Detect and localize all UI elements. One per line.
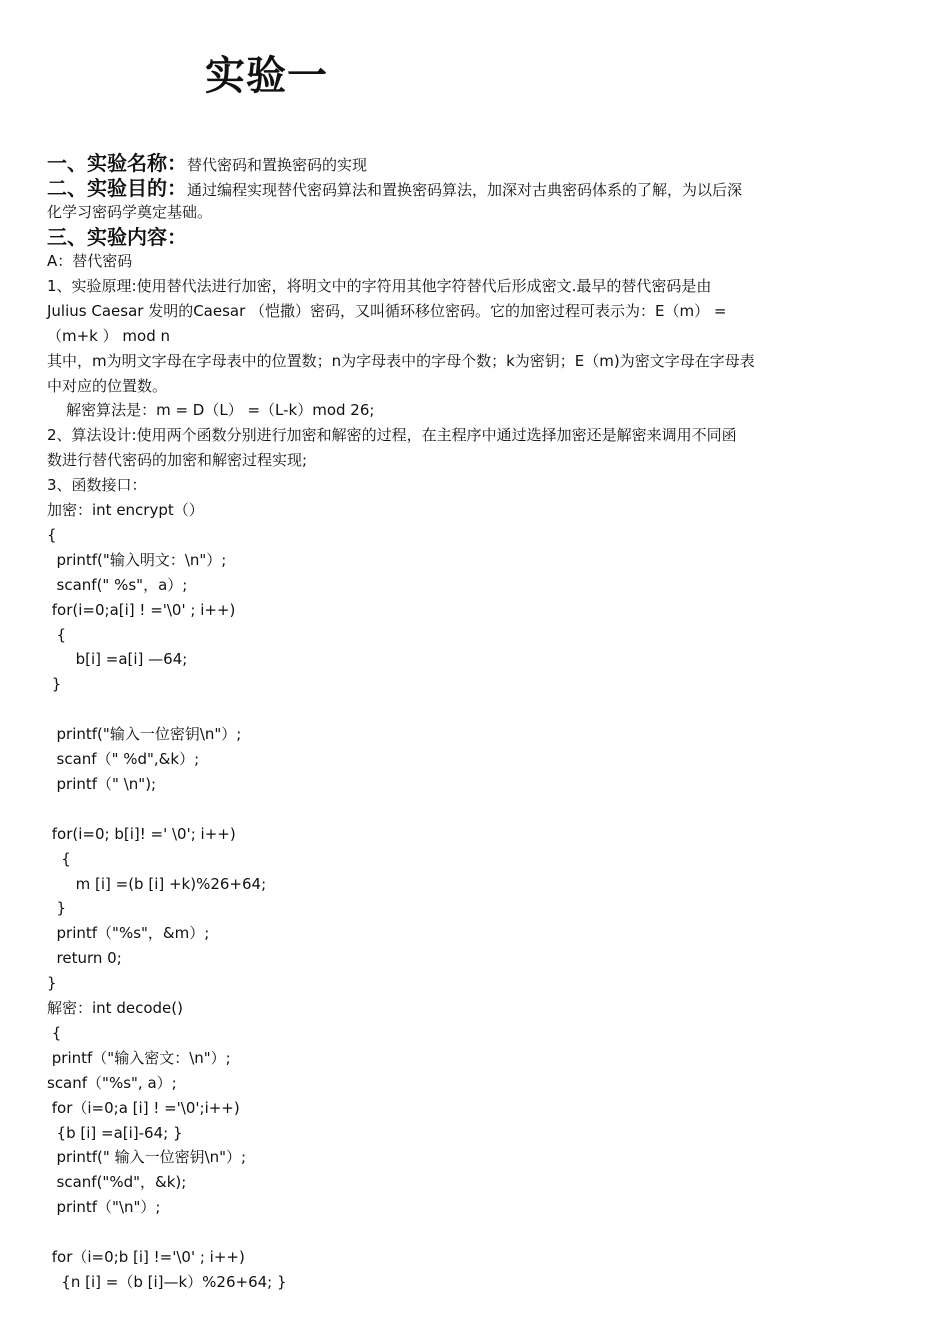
body-line: printf("输入一位密钥\n"）; <box>47 725 242 744</box>
body-line: Julius Caesar 发明的Caesar （恺撒）密码，又叫循环移位密码。它的加密过程可表示为：E（m） = <box>47 301 727 320</box>
body-line: for(i=0;a[i] ! ='\0' ; i++) <box>47 600 236 619</box>
body-line: scanf（" %d",&k）; <box>47 750 200 768</box>
body-line: 3、函数接口： <box>47 476 147 495</box>
body-line: printf（"\n"）; <box>47 1198 161 1217</box>
body-line: { <box>47 849 71 868</box>
body-line: A：替代密码 <box>47 252 133 270</box>
body-line: for(i=0; b[i]! =' \0'; i++) <box>47 824 236 843</box>
body-line: 其中，m为明文字母在字母表中的位置数；n为字母表中的字母个数；k为密钥；E（m)为密文字母在字母表 <box>47 351 755 370</box>
section-value: 通过编程实现替代密码算法和置换密码算法，加深对古典密码体系的了解，为以后深 <box>187 181 743 199</box>
body-line: scanf("%d"，&k); <box>47 1173 187 1192</box>
body-line: scanf(" %s"，a）; <box>47 575 188 594</box>
body-line: { <box>47 625 67 644</box>
body-line: m [i] =(b [i] +k)%26+64; <box>47 874 267 893</box>
section-heading-name <box>47 150 367 178</box>
body-line: 解密算法是：m = D（L） =（L-k）mod 26; <box>47 401 375 420</box>
section-heading-content <box>47 224 187 252</box>
section-heading-purpose <box>47 175 742 203</box>
body-line: scanf（"%s", a）; <box>47 1073 177 1092</box>
body-line: for（i=0;a [i] ! ='\0';i++) <box>47 1098 240 1117</box>
body-line: printf(" 输入一位密钥\n"）; <box>47 1148 247 1167</box>
section-value: 替代密码和置换密码的实现 <box>187 156 368 174</box>
body-line: 解密：int decode() <box>47 999 183 1017</box>
body-line: return 0; <box>47 949 122 968</box>
body-line: （m+k ） mod n <box>47 326 170 345</box>
body-line: printf（" \n"); <box>47 774 157 793</box>
body-line: } <box>47 899 67 918</box>
body-line: } <box>47 974 57 993</box>
body-line: {b [i] =a[i]-64; } <box>47 1123 183 1142</box>
body-line: printf（"输入密文：\n"）; <box>47 1048 231 1067</box>
body-line: for（i=0;b [i] !='\0' ; i++) <box>47 1248 245 1266</box>
section-label: 一、实验名称： <box>47 151 187 175</box>
body-line: printf（"%s"，&m）; <box>47 924 210 943</box>
body-line: {n [i] =（b [i]—k）%26+64; } <box>47 1272 287 1291</box>
doc-title: 实验一 <box>205 53 328 99</box>
body-line: 2、算法设计:使用两个函数分别进行加密和解密的过程，在主程序中通过选择加密还是解密来调用不同函 <box>47 426 737 445</box>
body-line: { <box>47 525 57 544</box>
section-label: 三、实验内容： <box>47 225 187 249</box>
section-label: 二、实验目的： <box>47 176 187 200</box>
body-line: 1、实验原理:使用替代法进行加密，将明文中的字符用其他字符替代后形成密文.最早的替代密码是由 <box>47 276 712 295</box>
purpose-continuation: 化学习密码学奠定基础。 <box>47 203 213 221</box>
body-line: 中对应的位置数。 <box>47 376 168 395</box>
body-line: 加密：int encrypt（） <box>47 501 204 519</box>
body-line: b[i] =a[i] —64; <box>47 650 188 669</box>
body-line: } <box>47 675 62 694</box>
body-line: printf("输入明文：\n"）; <box>47 550 227 569</box>
body-line: { <box>47 1023 62 1042</box>
body-line: 数进行替代密码的加密和解密过程实现; <box>47 451 308 470</box>
